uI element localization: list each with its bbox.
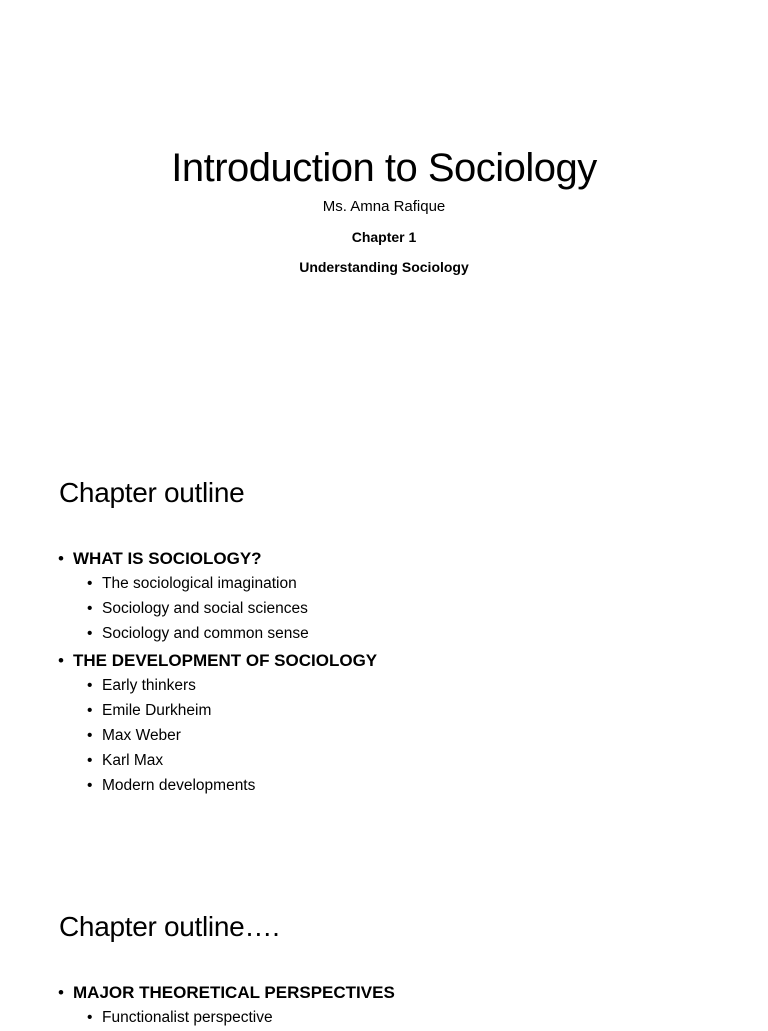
outline-item — [73, 1006, 395, 1031]
outline-item — [73, 699, 377, 724]
outline-item-label: The sociological imagination — [102, 575, 297, 592]
outline-item — [73, 622, 377, 647]
outline-heading: Chapter outline…. — [59, 911, 280, 942]
outline-section-label: MAJOR THEORETICAL PERSPECTIVES — [73, 983, 395, 1002]
bullet-icon: • — [87, 575, 93, 592]
bullet-icon: • — [87, 624, 93, 642]
outline-item — [73, 774, 377, 799]
outline-list — [58, 982, 395, 1031]
author-name: Ms. Amna Rafique — [322, 198, 446, 215]
outline-item-label: Sociology and social sciences — [102, 599, 308, 617]
outline-item-label: Early thinkers — [102, 677, 196, 695]
outline-sublist — [73, 1006, 395, 1031]
outline-sublist — [73, 572, 377, 646]
bullet-icon: • — [87, 599, 93, 617]
title-slide — [0, 0, 768, 440]
outline-heading: Chapter outline — [59, 477, 245, 508]
bullet-icon: • — [87, 726, 93, 744]
bullet-icon: • — [58, 651, 64, 671]
outline-item — [73, 724, 377, 749]
outline-section — [58, 982, 395, 1031]
presentation-title: Introduction to Sociology — [171, 146, 597, 190]
outline-item-label: Modern developments — [102, 776, 256, 794]
outline-item-label: Emile Durkheim — [102, 702, 212, 720]
outline-item-label: Sociology and common sense — [102, 624, 309, 642]
bullet-icon: • — [87, 702, 93, 720]
bullet-icon: • — [87, 677, 93, 695]
outline-item-label: Functionalist perspective — [102, 1009, 273, 1026]
outline-item-label: Karl Max — [102, 751, 164, 769]
outline-item — [73, 749, 377, 774]
chapter-label: Chapter 1 — [351, 229, 417, 245]
outline-item — [73, 572, 377, 597]
outline-item — [73, 597, 377, 622]
bullet-icon: • — [87, 1009, 93, 1026]
outline-sublist — [73, 674, 377, 798]
bullet-icon: • — [58, 983, 64, 1002]
outline-section — [58, 548, 377, 646]
outline-section-label: THE DEVELOPMENT OF SOCIOLOGY — [73, 651, 378, 671]
outline-item — [73, 674, 377, 699]
outline-section-label: WHAT IS SOCIOLOGY? — [73, 549, 262, 568]
outline-list — [58, 548, 377, 798]
bullet-icon: • — [87, 776, 93, 794]
outline-section — [58, 650, 377, 798]
outline-item-label: Max Weber — [102, 726, 181, 744]
chapter-subtitle: Understanding Sociology — [299, 259, 469, 275]
bullet-icon: • — [87, 751, 93, 769]
bullet-icon: • — [58, 549, 64, 568]
